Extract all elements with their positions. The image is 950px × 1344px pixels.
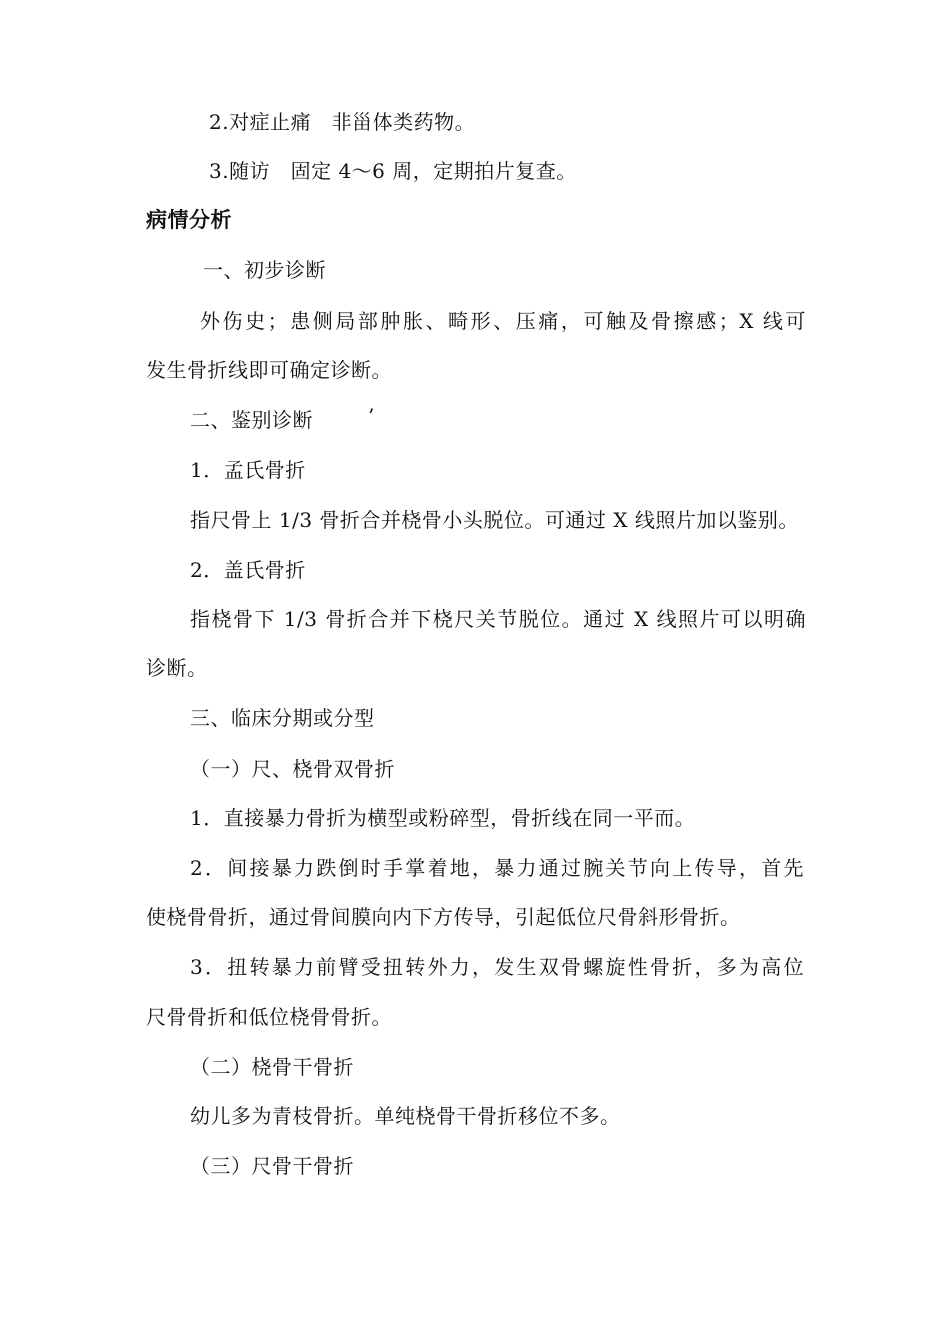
paragraph-line: 幼儿多为青枝骨折。单纯桡骨干骨折移位不多。 bbox=[190, 1104, 621, 1128]
paragraph-line: 3．扭转暴力前臂受扭转外力，发生双骨螺旋性骨折，多为高位 bbox=[190, 955, 804, 979]
paragraph-line: 诊断。 bbox=[146, 656, 208, 680]
item-heading-galeazzi-fracture: 2．盖氏骨折 bbox=[190, 558, 306, 582]
paragraph-line: 外伤史；患侧局部肿胀、畸形、压痛，可触及骨擦感；X 线可 bbox=[200, 309, 806, 333]
subheading-differential-diagnosis: 二、鉴别诊断 bbox=[190, 408, 313, 432]
paragraph-line: 2．间接暴力跌倒时手掌着地，暴力通过腕关节向上传导，首先 bbox=[190, 856, 804, 880]
paragraph-line: 使桡骨骨折，通过骨间膜向内下方传导，引起低位尺骨斜形骨折。 bbox=[146, 905, 741, 929]
item-heading-radius-shaft-fracture: （二）桡骨干骨折 bbox=[190, 1055, 354, 1079]
paragraph-line: 发生骨折线即可确定诊断。 bbox=[146, 358, 392, 382]
item-heading-monteggia-fracture: 1．孟氏骨折 bbox=[190, 458, 306, 482]
treatment-item-pain-relief: 2.对症止痛 非甾体类药物。 bbox=[209, 110, 476, 134]
item-heading-ulna-shaft-fracture: （三）尺骨干骨折 bbox=[190, 1154, 354, 1178]
section-heading-condition-analysis: 病情分析 bbox=[146, 208, 232, 232]
subheading-clinical-staging: 三、临床分期或分型 bbox=[190, 706, 375, 730]
stray-apostrophe-mark: ’ bbox=[368, 404, 375, 428]
paragraph-line: 尺骨骨折和低位桡骨骨折。 bbox=[146, 1005, 392, 1029]
paragraph-line: 指尺骨上 1/3 骨折合并桡骨小头脱位。可通过 X 线照片加以鉴别。 bbox=[190, 508, 799, 532]
treatment-item-follow-up: 3.随访 固定 4～6 周，定期拍片复查。 bbox=[209, 159, 577, 183]
subheading-preliminary-diagnosis: 一、初步诊断 bbox=[203, 258, 326, 282]
paragraph-line: 1．直接暴力骨折为横型或粉碎型，骨折线在同一平而。 bbox=[190, 806, 696, 830]
paragraph-line: 指桡骨下 1/3 骨折合并下桡尺关节脱位。通过 X 线照片可以明确 bbox=[190, 607, 806, 631]
item-heading-double-fracture: （一）尺、桡骨双骨折 bbox=[190, 757, 395, 781]
